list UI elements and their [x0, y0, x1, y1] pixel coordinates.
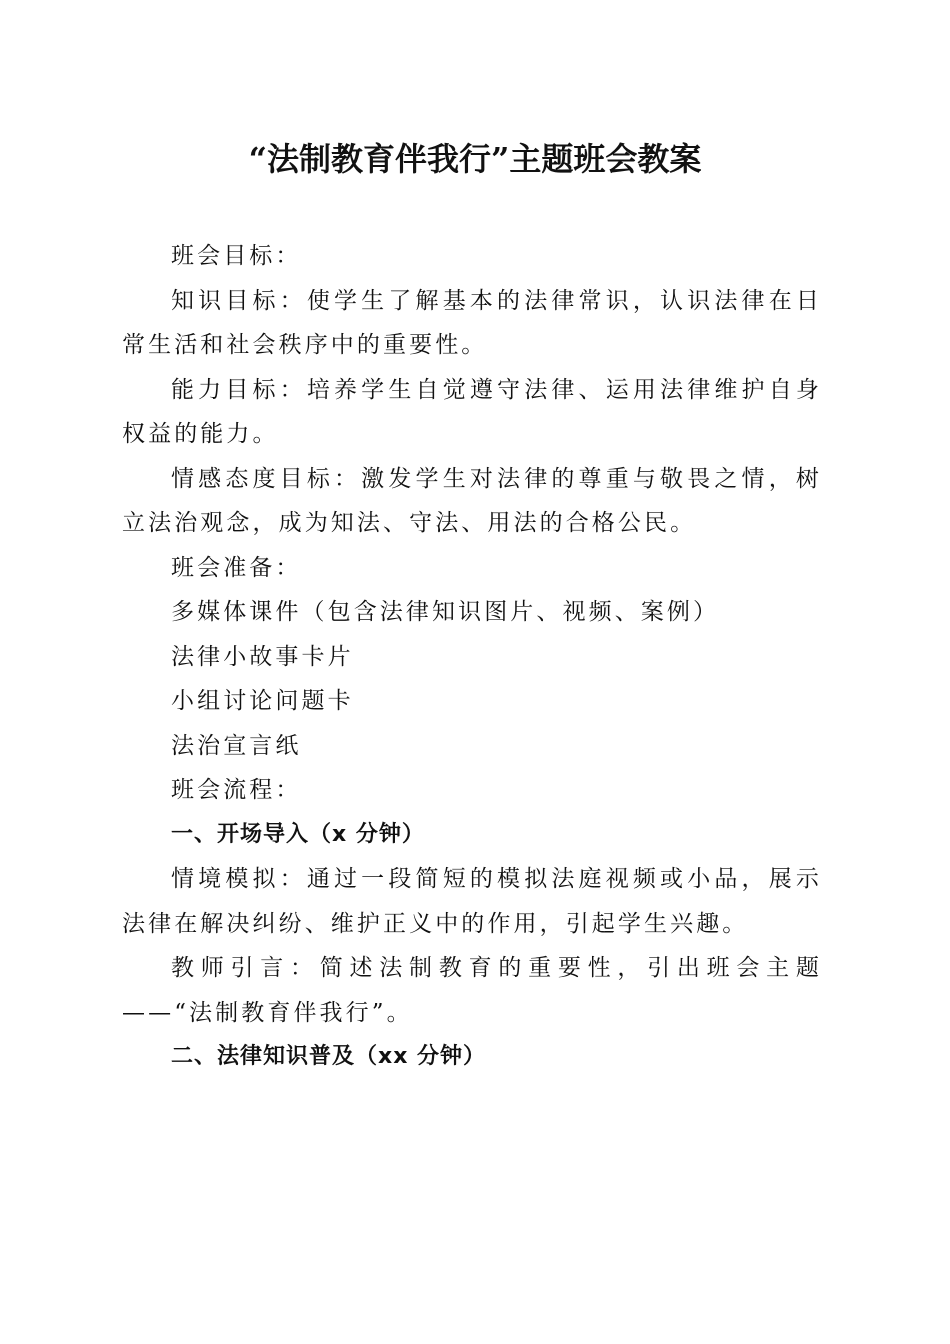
section-label-goals: 班会目标： [171, 243, 302, 269]
list-item-multimedia: 多媒体课件（包含法律知识图片、视频、案例） [171, 599, 720, 625]
section-label-process: 班会流程： [171, 777, 302, 803]
list-item-declaration-paper: 法治宣言纸 [171, 732, 302, 759]
paragraph-scenario: 情境模拟：通过一段简短的模拟法庭视频或小品，展示法律在解决纠纷、维护正义中的作用，引起学生兴趣。 [122, 866, 822, 937]
paragraph-attitude-goal: 情感态度目标：激发学生对法律的尊重与敬畏之情，树立法治观念，成为知法、守法、用法的合格公民。 [122, 465, 822, 536]
heading-law-knowledge: 二、法律知识普及（xx 分钟） [171, 1044, 487, 1069]
paragraph-knowledge-goal: 知识目标：使学生了解基本的法律常识，认识法律在日常生活和社会秩序中的重要性。 [122, 287, 822, 358]
paragraph-teacher-intro: 教师引言：简述法制教育的重要性，引出班会主题——“法制教育伴我行”。 [122, 955, 822, 1026]
document-body [122, 234, 822, 1080]
paragraph-ability-goal: 能力目标：培养学生自觉遵守法律、运用法律维护自身权益的能力。 [122, 376, 822, 447]
heading-opening: 一、开场导入（x 分钟） [171, 821, 425, 847]
list-item-question-cards: 小组讨论问题卡 [171, 688, 354, 714]
document-title: “法制教育伴我行”主题班会教案 [248, 140, 702, 178]
list-item-story-cards: 法律小故事卡片 [171, 643, 354, 670]
section-label-preparation: 班会准备： [171, 554, 302, 581]
